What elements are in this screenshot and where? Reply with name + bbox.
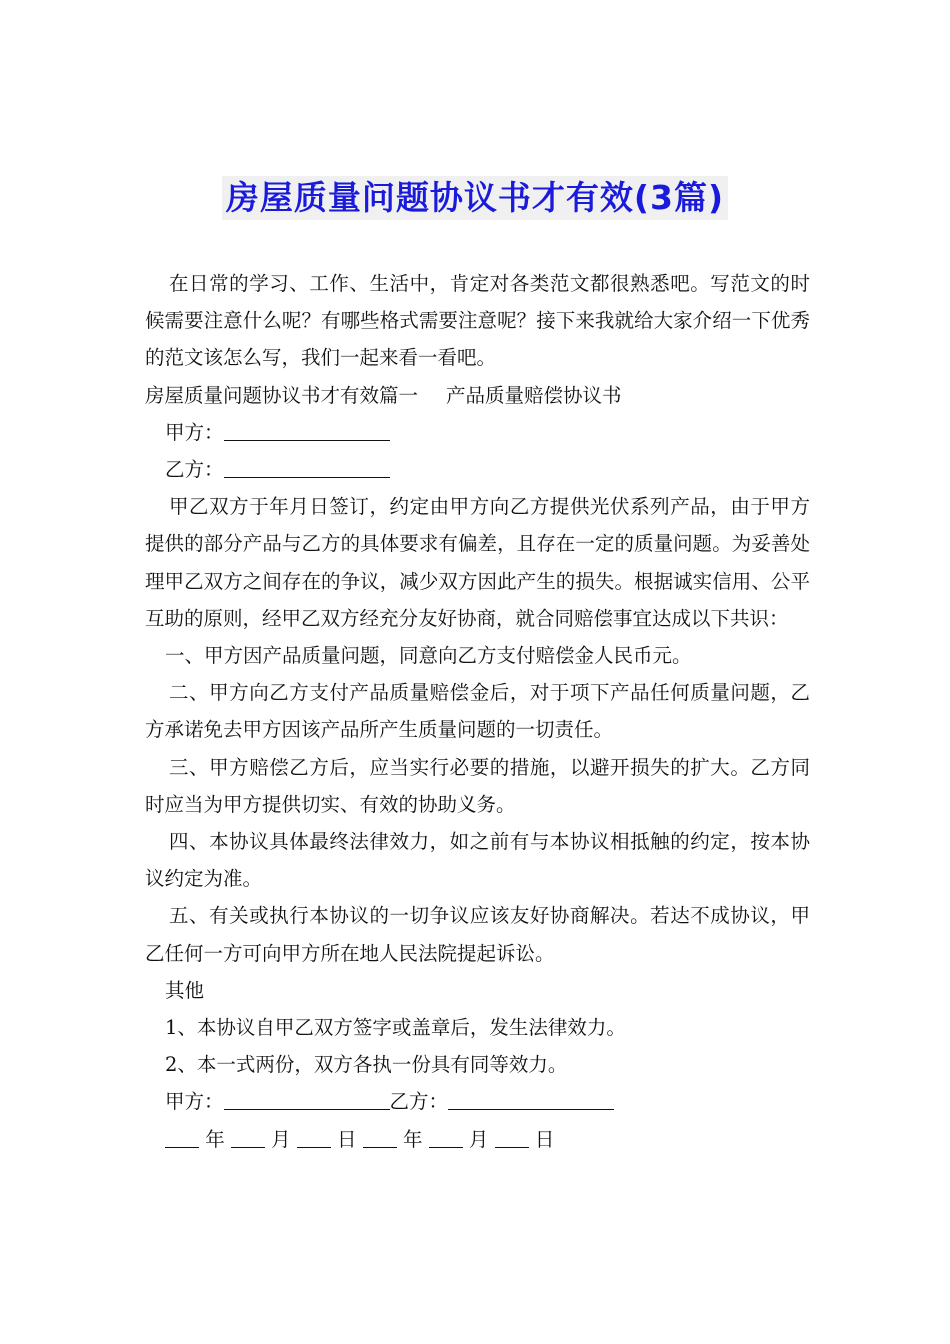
year-blank	[165, 1127, 199, 1148]
sign-a-blank	[224, 1089, 390, 1110]
day-unit: 日	[337, 1127, 357, 1151]
party-a-label: 甲方：	[165, 420, 224, 444]
clause-item: 五、有关或执行本协议的一切争议应该友好协商解决。若达不成协议，甲乙任何一方可向甲方所在地人民法院提起诉讼。	[145, 904, 810, 965]
sign-b-blank	[448, 1089, 614, 1110]
month-blank	[429, 1127, 463, 1148]
day-blank	[495, 1127, 529, 1148]
document-title: 房屋质量问题协议书才有效(3篇)	[222, 176, 728, 220]
date-line	[145, 1121, 810, 1158]
party-b-blank	[224, 457, 390, 478]
year-blank	[363, 1127, 397, 1148]
sign-a-label: 甲方：	[165, 1090, 224, 1114]
party-a-blank	[224, 420, 390, 441]
day-unit: 日	[534, 1127, 555, 1151]
other-item: 2、本一式两份，双方各执一份具有同等效力。	[165, 1053, 568, 1077]
document-body	[145, 265, 810, 1158]
other-heading: 其他	[165, 978, 205, 1002]
month-blank	[231, 1127, 265, 1148]
clause-item: 二、甲方向乙方支付产品质量赔偿金后，对于项下产品任何质量问题，乙方承诺免去甲方因该产品所产生质量问题的一切责任。	[145, 681, 810, 742]
month-unit: 月	[468, 1127, 489, 1151]
preamble-paragraph: 甲乙双方于年月日签订，约定由甲方向乙方提供光伏系列产品，由于甲方提供的部分产品与乙方的具体要求有偏差，且存在一定的质量问题。为妥善处理甲乙双方之间存在的争议，减少双方因此产生的损失。根据诚实信用、公平互助的原则，经甲乙双方经充分友好协商，就合同赔偿事宜达成以下共识：	[145, 495, 810, 630]
party-b-line	[145, 451, 810, 488]
year-unit: 年	[402, 1127, 423, 1151]
party-a-line	[145, 414, 810, 451]
day-blank	[297, 1127, 331, 1148]
title-container	[0, 176, 950, 220]
section-subtitle: 产品质量赔偿协议书	[446, 383, 622, 407]
section-heading: 房屋质量问题协议书才有效篇一	[145, 383, 419, 407]
clause-item: 三、甲方赔偿乙方后，应当实行必要的措施，以避开损失的扩大。乙方同时应当为甲方提供切实、有效的协助义务。	[145, 755, 810, 816]
party-b-label: 乙方：	[165, 458, 224, 482]
intro-paragraph: 在日常的学习、工作、生活中，肯定对各类范文都很熟悉吧。写范文的时候需要注意什么呢？有哪些格式需要注意呢？接下来我就给大家介绍一下优秀的范文该怎么写，我们一起来看一看吧。	[145, 272, 810, 370]
month-unit: 月	[271, 1127, 291, 1151]
clause-item: 一、甲方因产品质量问题，同意向乙方支付赔偿金人民币元。	[165, 644, 692, 668]
sign-b-label: 乙方：	[389, 1090, 449, 1114]
other-item: 1、本协议自甲乙双方签字或盖章后，发生法律效力。	[165, 1016, 626, 1040]
signature-line	[145, 1083, 810, 1120]
clause-item: 四、本协议具体最终法律效力，如之前有与本协议相抵触的约定，按本协议约定为准。	[145, 830, 810, 891]
year-unit: 年	[205, 1127, 225, 1151]
section-heading-line	[145, 377, 810, 414]
